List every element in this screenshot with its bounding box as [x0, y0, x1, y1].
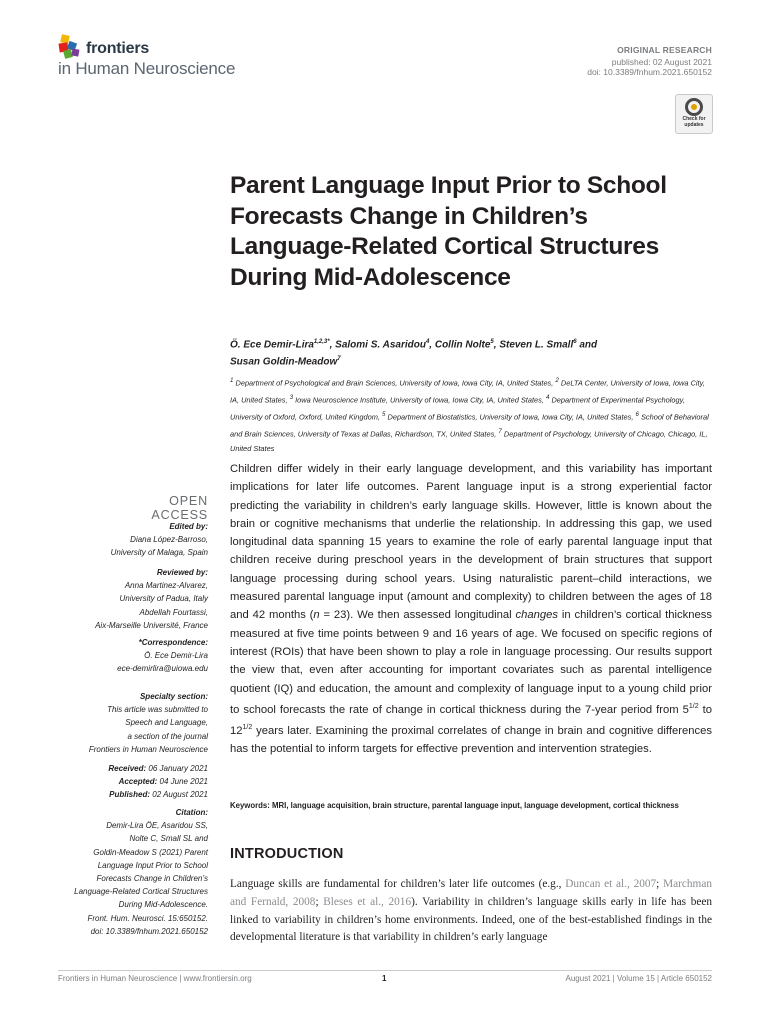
affiliation-text: DeLTA Center, University of Iowa, Iowa City, IA, United States, [230, 378, 705, 405]
author-affiliation-number: 4 [425, 339, 430, 345]
citation-line: Nolte C, Small SL and [129, 834, 208, 844]
author-name[interactable]: Collin Nolte [434, 339, 491, 351]
affiliation-text: Department of Biostatistics, University of Iowa, Iowa City, IA, United States, [387, 412, 634, 422]
citation-line: Front. Hum. Neurosci. 15:650152. [87, 913, 208, 923]
check-for-updates-icon [685, 98, 703, 116]
specialty-line: a section of the journal [127, 731, 208, 741]
reviewer-line: Aix-Marseille Université, France [95, 620, 208, 630]
specialty-section [28, 690, 208, 756]
edited-by-label: Edited by: [169, 522, 208, 531]
authors: Ö. Ece Demir-Lira$^{1,2,3*}$, Salomi S. Asaridou$^4$, Collin Nolte$^5$, Steven L. Small$^6$ and Susan Goldin-Meadow$^7$ [230, 339, 598, 368]
article-title: Parent Language Input Prior to School Forecasts Change in Children’s Language-Related Cortical Structures During Mid-Adolescence [230, 172, 667, 291]
abstract-text: in children’s cortical thickness measured at five time points between 9 and 16 years of age. We focused on specific regions of interest (ROIs) that have been shown to play a role in language processing. Our results support the view that, even after accounting for important covariates such as parental intelligence quotient (IQ) and education, the amount and complexity of language input to a young child prior to school forecasts the rate of change in cortical thickness during the 7-year period from 5 [230, 609, 712, 716]
citation [28, 806, 208, 938]
received-date: 06 January 2021 [148, 764, 208, 773]
footer-journal[interactable]: Frontiers in Human Neuroscience | www.frontiersin.org [58, 974, 252, 983]
check-for-updates-label: Check for updates [682, 116, 706, 128]
author-affiliation-number: 1,2,3* [313, 339, 330, 345]
affiliation-text: Department of Psychology, University of Chicago, Chicago, IL, United States [230, 429, 708, 454]
published-date: published: 02 August 2021 [611, 57, 712, 67]
affiliation-text: Department of Experimental Psychology, University of Oxford, Oxford, United Kingdom, [230, 395, 685, 422]
abstract-text: years later. Examining the proximal correlates of change in brain and cognitive differences has the potential to inform targets for effective prevention and intervention strategies. [230, 724, 712, 755]
citation-label: Citation: [175, 808, 208, 817]
author-affiliation-number: 7 [337, 356, 341, 363]
citation-link[interactable]: Duncan et al., 2007 [565, 878, 657, 890]
published-date-sidebar: 02 August 2021 [152, 790, 208, 800]
fraction: 1/2 [688, 702, 699, 710]
editor-line: Diana López-Barroso, [130, 535, 208, 545]
affiliation-text: Department of Psychological and Brain Sciences, University of Iowa, Iowa City, IA, United States, [235, 378, 554, 388]
body-text: ; [315, 895, 324, 908]
affiliation-number: 1 [230, 377, 234, 384]
affiliation-number: 3 [289, 394, 294, 402]
accepted-label: Accepted: [118, 777, 158, 787]
reviewer-line: Anna Martinez-Alvarez, [124, 581, 208, 591]
journal-name: in Human Neuroscience [58, 59, 236, 78]
reviewer-line: University of Padua, Italy [119, 594, 208, 604]
reviewer-line: Abdellah Fourtassi, [139, 607, 208, 617]
body-text: ). Variability in children’s language skills early in life has been linked to variability in children’s home environments. Indeed, one of the best-established findings in the developmental literature is that variability in children’s early language [230, 895, 713, 944]
citation-doi[interactable]: doi: 10.3389/fnhum.2021.650152 [90, 926, 208, 936]
author-affiliation-number: 6 [573, 339, 577, 345]
footer-divider [58, 970, 712, 971]
affiliation-number: 5 [382, 411, 386, 419]
abstract-italic: n [313, 609, 320, 622]
brand-name: frontiers [86, 40, 150, 57]
check-for-updates-badge[interactable] [675, 94, 713, 134]
reviewed-by-label: Reviewed by: [156, 568, 208, 577]
affiliation-number: 4 [545, 394, 550, 402]
frontiers-logo-icon [58, 34, 84, 60]
open-access-label: OPEN ACCESS [151, 494, 208, 522]
section-heading: INTRODUCTION [230, 846, 344, 862]
citation-link[interactable]: Marchman and Fernald, 2008 [230, 878, 713, 908]
body-text: Language skills are fundamental for children’s later life outcomes (e.g., [230, 878, 566, 890]
citation-line: Forecasts Change in Children’s [96, 874, 208, 884]
dates [28, 762, 208, 802]
authors-connector: and [579, 339, 598, 351]
affiliation-number: 6 [635, 411, 639, 419]
citation-line: Demir-Lira ÖE, Asaridou SS, [106, 821, 208, 831]
body-text: ; [656, 878, 664, 890]
abstract-text: Children differ widely in their early language development, and this variability has important implications for later life outcomes. Parent language input is a strong experiential factor predicting the variability in children’s early language skills. However, little is known about the brain or cognitive mechanisms that underlie the relationship. In addressing this gap, we used longitudinal data spanning 15 years to examine the role of early parental language input that children receive during preschool years in the development of brain structures that support language processing during school years. Using naturalistic parent–child interactions, we measured parental language input (amount and complexity) to children between the ages of 18 and 42 months ( [230, 463, 712, 622]
abstract [230, 460, 712, 758]
affiliation-number: 2 [555, 377, 559, 384]
author-name[interactable]: Salomi S. Asaridou [335, 339, 426, 351]
fraction: 1/2 [242, 723, 253, 731]
specialty-line: This article was submitted to [107, 705, 208, 715]
correspondence-label: *Correspondence: [138, 638, 208, 647]
reviewed-by [28, 566, 208, 632]
correspondence [28, 636, 208, 676]
received-label: Received: [108, 764, 147, 773]
keywords [230, 800, 712, 811]
abstract-text: to 12 [230, 703, 713, 737]
correspondence-email[interactable]: ece-demirlira@uiowa.edu [117, 664, 208, 674]
affiliations [230, 374, 714, 457]
footer-issue: August 2021 | Volume 15 | Article 650152 [565, 974, 712, 983]
page-number: 1 [382, 974, 387, 983]
keywords-label: Keywords: [230, 801, 270, 810]
introduction-text [230, 876, 712, 947]
edited-by [28, 520, 208, 560]
published-label: Published: [109, 790, 151, 800]
specialty-label: Specialty section: [139, 692, 208, 701]
affiliation-number: 7 [498, 428, 502, 436]
keywords-text: MRI, language acquisition, brain structure, parental language input, language development, cortical thickness [272, 801, 679, 810]
accepted-date: 04 June 2021 [159, 777, 208, 787]
abstract-text: = 23). We then assessed longitudinal [319, 609, 516, 622]
article-type: ORIGINAL RESEARCH [617, 45, 712, 55]
specialty-line: Speech and Language, [125, 718, 208, 728]
author-name[interactable]: Steven L. Small [499, 339, 574, 351]
citation-line: Language-Related Cortical Structures [74, 887, 208, 897]
citation-line: Language Input Prior to School [97, 860, 208, 870]
citation-line: During Mid-Adolescence. [118, 900, 208, 910]
editor-line: University of Malaga, Spain [110, 548, 208, 558]
abstract-italic: changes [515, 609, 559, 622]
correspondence-line: Ö. Ece Demir-Lira [144, 651, 208, 661]
affiliation-text: School of Behavioral and Brain Sciences, University of Texas at Dallas, Richardson, TX, United States, [230, 412, 709, 439]
citation-line: Goldin-Meadow S (2021) Parent [93, 847, 208, 857]
author-name[interactable]: Susan Goldin-Meadow [230, 356, 338, 368]
author-affiliation-number: 5 [490, 339, 494, 345]
author-name[interactable]: Ö. Ece Demir-Lira [230, 339, 314, 351]
specialty-line: Frontiers in Human Neuroscience [88, 744, 208, 754]
doi[interactable]: doi: 10.3389/fnhum.2021.650152 [587, 67, 712, 77]
citation-link[interactable]: Bleses et al., 2016 [323, 895, 412, 908]
affiliation-text: Iowa Neuroscience Institute, University of Iowa, Iowa City, IA, United States, [295, 395, 544, 405]
